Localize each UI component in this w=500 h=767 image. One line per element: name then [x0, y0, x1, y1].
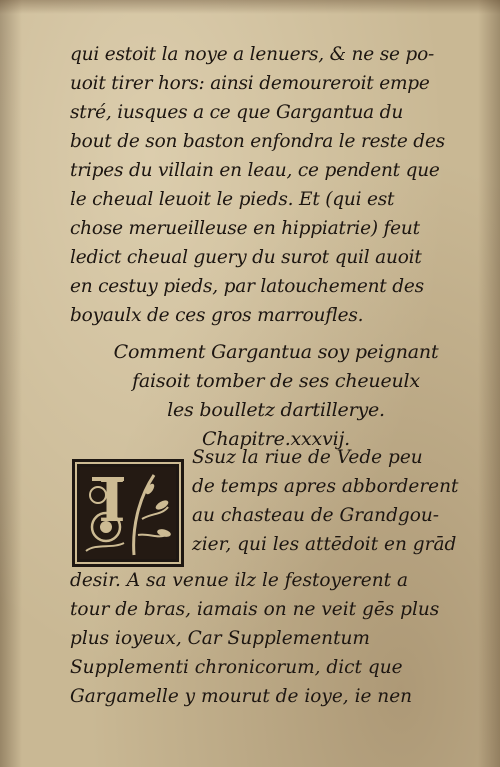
chapter-title-line: Comment Gargantua soy peignant: [113, 341, 439, 363]
top-paragraph: [70, 40, 482, 454]
text-line: ledict cheual guery du surot quil auoit: [70, 247, 422, 268]
text-line: Gargamelle y mourut de ioye, ie nen: [70, 686, 413, 707]
page-edge-shadow: [0, 0, 500, 14]
text-line: desir. A sa venue ilz le festoyerent a: [70, 570, 408, 591]
text-line: tripes du villain en leau, ce pendent que: [70, 160, 440, 181]
text-line: Ssuz la riue de Vede peu: [192, 447, 423, 468]
text-line: bout de son baston enfondra le reste des: [70, 131, 445, 152]
chapter-title-line: les boulletz dartillerye.: [167, 399, 385, 421]
text-line: de temps apres abborderent: [192, 476, 459, 497]
ornament-initial-icon: [72, 459, 184, 567]
text-line: tour de bras, iamais on ne veit gēs plus: [70, 599, 440, 620]
text-line: uoit tirer hors: ainsi demoureroit empe: [70, 73, 430, 94]
decorated-initial: [72, 459, 184, 567]
chapter-number: Chapitre.xxxvij.: [201, 428, 351, 450]
chapter-title-line: faisoit tomber de ses cheueulx: [132, 370, 420, 392]
text-line: stré, iusques a ce que Gargantua du: [70, 102, 404, 123]
text-line: plus ioyeux, Car Supplementum: [70, 628, 370, 649]
text-line: Supplementi chronicorum, dict que: [70, 657, 403, 678]
text-line: au chasteau de Grandgou-: [192, 505, 440, 526]
dropcap-text: [192, 443, 482, 559]
dropcap-letter: I: [98, 467, 126, 535]
chapter-heading: [70, 338, 482, 454]
text-line: en cestuy pieds, par latouchement des: [70, 276, 424, 297]
text-line: qui estoit la noye a lenuers, & ne se po-: [70, 44, 435, 65]
closing-paragraph: [70, 566, 482, 711]
text-line: boyaulx de ces gros marroufles.: [70, 305, 364, 326]
text-line: chose merueilleuse en hippiatrie) feut: [70, 218, 420, 239]
text-line: zier, qui les attēdoit en grād: [192, 534, 457, 555]
text-line: le cheual leuoit le pieds. Et (qui est: [70, 189, 395, 210]
